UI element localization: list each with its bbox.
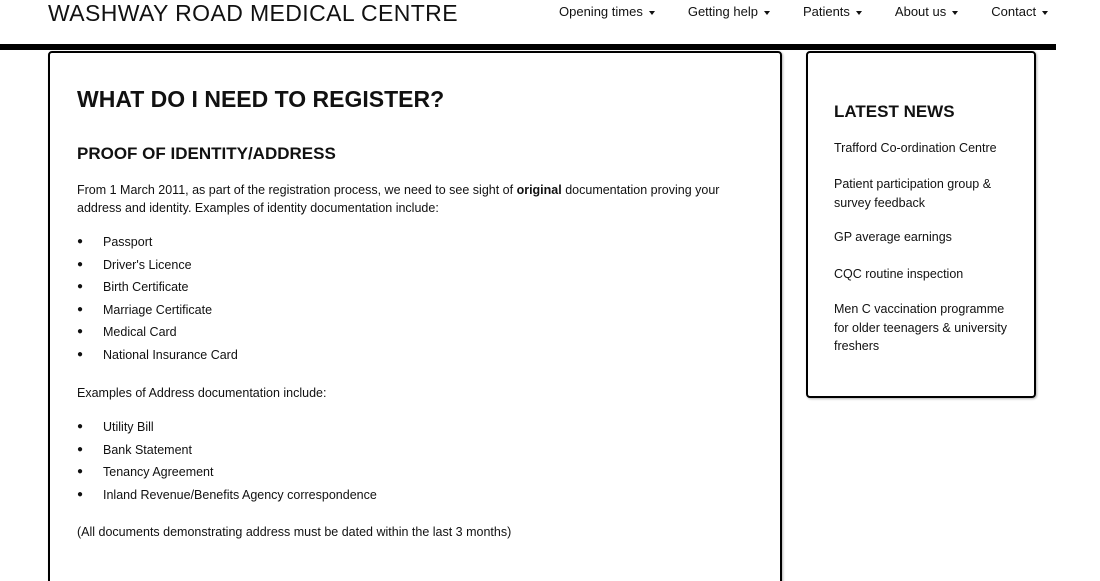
- latest-news-panel: [806, 51, 1036, 398]
- news-link-men-c-vaccination[interactable]: Men C vaccination programme for older teenagers & university freshers: [834, 302, 1008, 353]
- nav-item-opening-times[interactable]: [559, 4, 655, 19]
- news-title: LATEST NEWS: [834, 102, 955, 121]
- list-item: ● Marriage Certificate: [77, 301, 238, 324]
- caret-down-icon: [856, 11, 862, 15]
- intro-text: documentation proving your address and identity. Examples of identity documentation include:: [77, 183, 720, 215]
- nav-item-label: About us: [894, 4, 947, 19]
- nav-item-contact[interactable]: [991, 4, 1048, 19]
- nav-item-about-us[interactable]: [895, 4, 958, 19]
- list-item: ● Inland Revenue/Benefits Agency correspondence: [77, 486, 377, 509]
- list-item: ● National Insurance Card: [77, 346, 238, 369]
- caret-down-icon: [952, 11, 958, 15]
- identity-docs-list: [77, 233, 238, 368]
- caret-down-icon: [764, 11, 770, 15]
- nav-item-getting-help[interactable]: [688, 4, 770, 19]
- nav-item-label: Patients: [802, 4, 850, 19]
- nav-item-label: Opening times: [559, 4, 643, 19]
- header-divider: [0, 44, 1056, 50]
- main-nav: [559, 4, 1048, 19]
- section-heading: PROOF OF IDENTITY/ADDRESS: [77, 144, 336, 163]
- address-date-note: (All documents demonstrating address must be dated within the last 3 months): [77, 525, 512, 539]
- news-link-gp-earnings[interactable]: GP average earnings: [834, 230, 952, 244]
- intro-paragraph: [77, 181, 737, 217]
- site-title[interactable]: WASHWAY ROAD MEDICAL CENTRE: [48, 0, 458, 26]
- address-docs-list: [77, 418, 377, 508]
- nav-item-label: Contact: [991, 4, 1037, 19]
- list-item: ● Utility Bill: [77, 418, 377, 441]
- page-title: WHAT DO I NEED TO REGISTER?: [77, 86, 445, 112]
- intro-emphasis: original: [516, 183, 562, 197]
- nav-item-patients[interactable]: [803, 4, 862, 19]
- nav-item-label: Getting help: [687, 4, 758, 19]
- main-content: [48, 51, 782, 581]
- caret-down-icon: [1042, 11, 1048, 15]
- news-link-trafford[interactable]: Trafford Co-ordination Centre: [834, 141, 997, 155]
- intro-text: From 1 March 2011, as part of the registration process, we need to see sight of: [77, 183, 517, 197]
- list-item: ● Passport: [77, 233, 238, 256]
- address-intro: Examples of Address documentation include:: [77, 386, 327, 400]
- list-item: ● Bank Statement: [77, 441, 377, 464]
- caret-down-icon: [649, 11, 655, 15]
- list-item: ● Birth Certificate: [77, 278, 238, 301]
- list-item: ● Tenancy Agreement: [77, 463, 377, 486]
- news-link-patient-participation[interactable]: Patient participation group & survey feedback: [834, 177, 992, 210]
- news-link-cqc-inspection[interactable]: CQC routine inspection: [834, 267, 964, 281]
- list-item: ● Medical Card: [77, 323, 238, 346]
- list-item: ● Driver's Licence: [77, 256, 238, 279]
